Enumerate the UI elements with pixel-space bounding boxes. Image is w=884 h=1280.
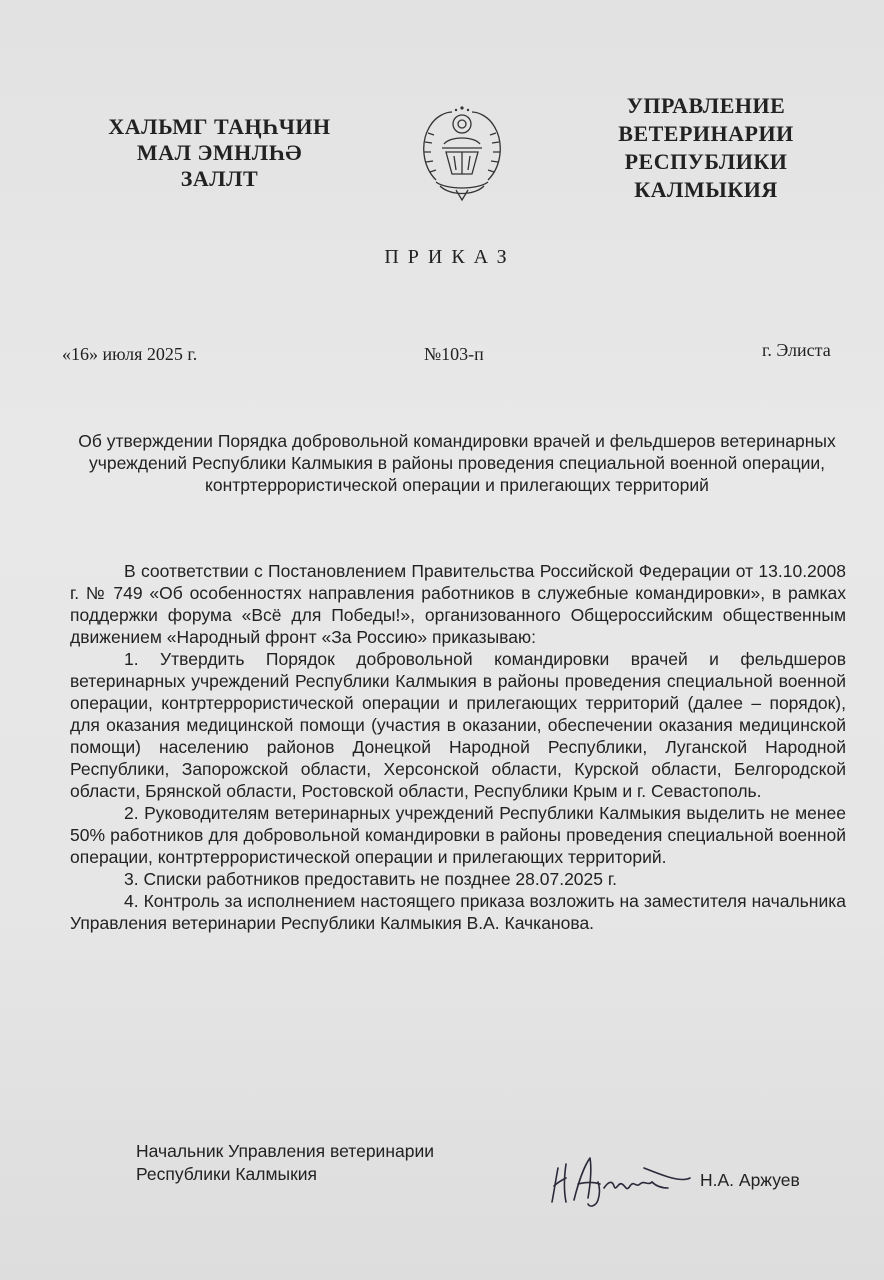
signatory-name: Н.А. Аржуев xyxy=(700,1170,800,1190)
order-item: 2. Руководителям ветеринарных учреждений Республики Калмыкия выделить не менее 50% работников для добровольной командировки в районы проведения специальной военной операции, контртеррористической операции и прилегающих территорий. xyxy=(70,803,846,867)
order-body xyxy=(70,560,846,934)
coat-of-arms-icon xyxy=(416,102,508,202)
order-date: «16» июля 2025 г. xyxy=(62,344,198,364)
header-russian-line: УПРАВЛЕНИЕ xyxy=(626,93,786,118)
header-kalmyk-line: МАЛ ЭМНЛҺӘ xyxy=(136,140,303,165)
order-item: 4. Контроль за исполнением настоящего приказа возложить на заместителя начальника Управления ветеринарии Республики Калмыкия В.А. Качканова. xyxy=(70,891,846,933)
order-number: №103-п xyxy=(424,344,484,364)
header-russian-line: КАЛМЫКИЯ xyxy=(634,177,778,202)
document-title: ПРИКАЗ xyxy=(384,246,516,268)
handwritten-signature xyxy=(544,1148,694,1210)
order-item: 1. Утвердить Порядок добровольной командировки врачей и фельдшеров ветеринарных учреждений Республики Калмыкия в районы проведения специальной военной операции, контртеррористической операции и прилегающих территорий (далее – порядок), для оказания медицинской помощи (участия в оказании, обеспечении оказания медицинской помощи) населению районов Донецкой Народной Республики, Луганской Народной Республики, Запорожской области, Херсонской области, Курской области, Белгородской области, Брянской области, Ростовской области, Республики Крым и г. Севастополь. xyxy=(70,649,846,801)
header-russian-line: РЕСПУБЛИКИ xyxy=(624,149,788,174)
signatory-position-line: Начальник Управления ветеринарии xyxy=(136,1141,435,1161)
header-kalmyk-line: ЗАЛЛТ xyxy=(180,166,259,191)
signatory-position xyxy=(136,1140,516,1186)
header-kalmyk xyxy=(92,114,347,192)
order-subject: Об утверждении Порядка добровольной командировки врачей и фельдшеров ветеринарных учреждений Республики Калмыкия в районы проведения специальной военной операции, контртеррористической операции и прилегающих территорий xyxy=(78,431,836,495)
order-item: 3. Списки работников предоставить не позднее 28.07.2025 г. xyxy=(124,869,617,889)
header-kalmyk-line: ХАЛЬМГ ТАҢҺЧИН xyxy=(108,114,331,139)
header-russian-line: ВЕТЕРИНАРИИ xyxy=(618,121,794,146)
order-preamble: В соответствии с Постановлением Правительства Российской Федерации от 13.10.2008 г. № 749 «Об особенностях направления работников в служебные командировки», в рамках поддержки форума «Всё для Победы!», организованного Общероссийским общественным движением «Народный фронт «За Россию» приказываю: xyxy=(70,561,846,647)
order-city: г. Элиста xyxy=(762,340,831,360)
signatory-position-line: Республики Калмыкия xyxy=(136,1164,317,1184)
header-russian xyxy=(596,92,816,204)
